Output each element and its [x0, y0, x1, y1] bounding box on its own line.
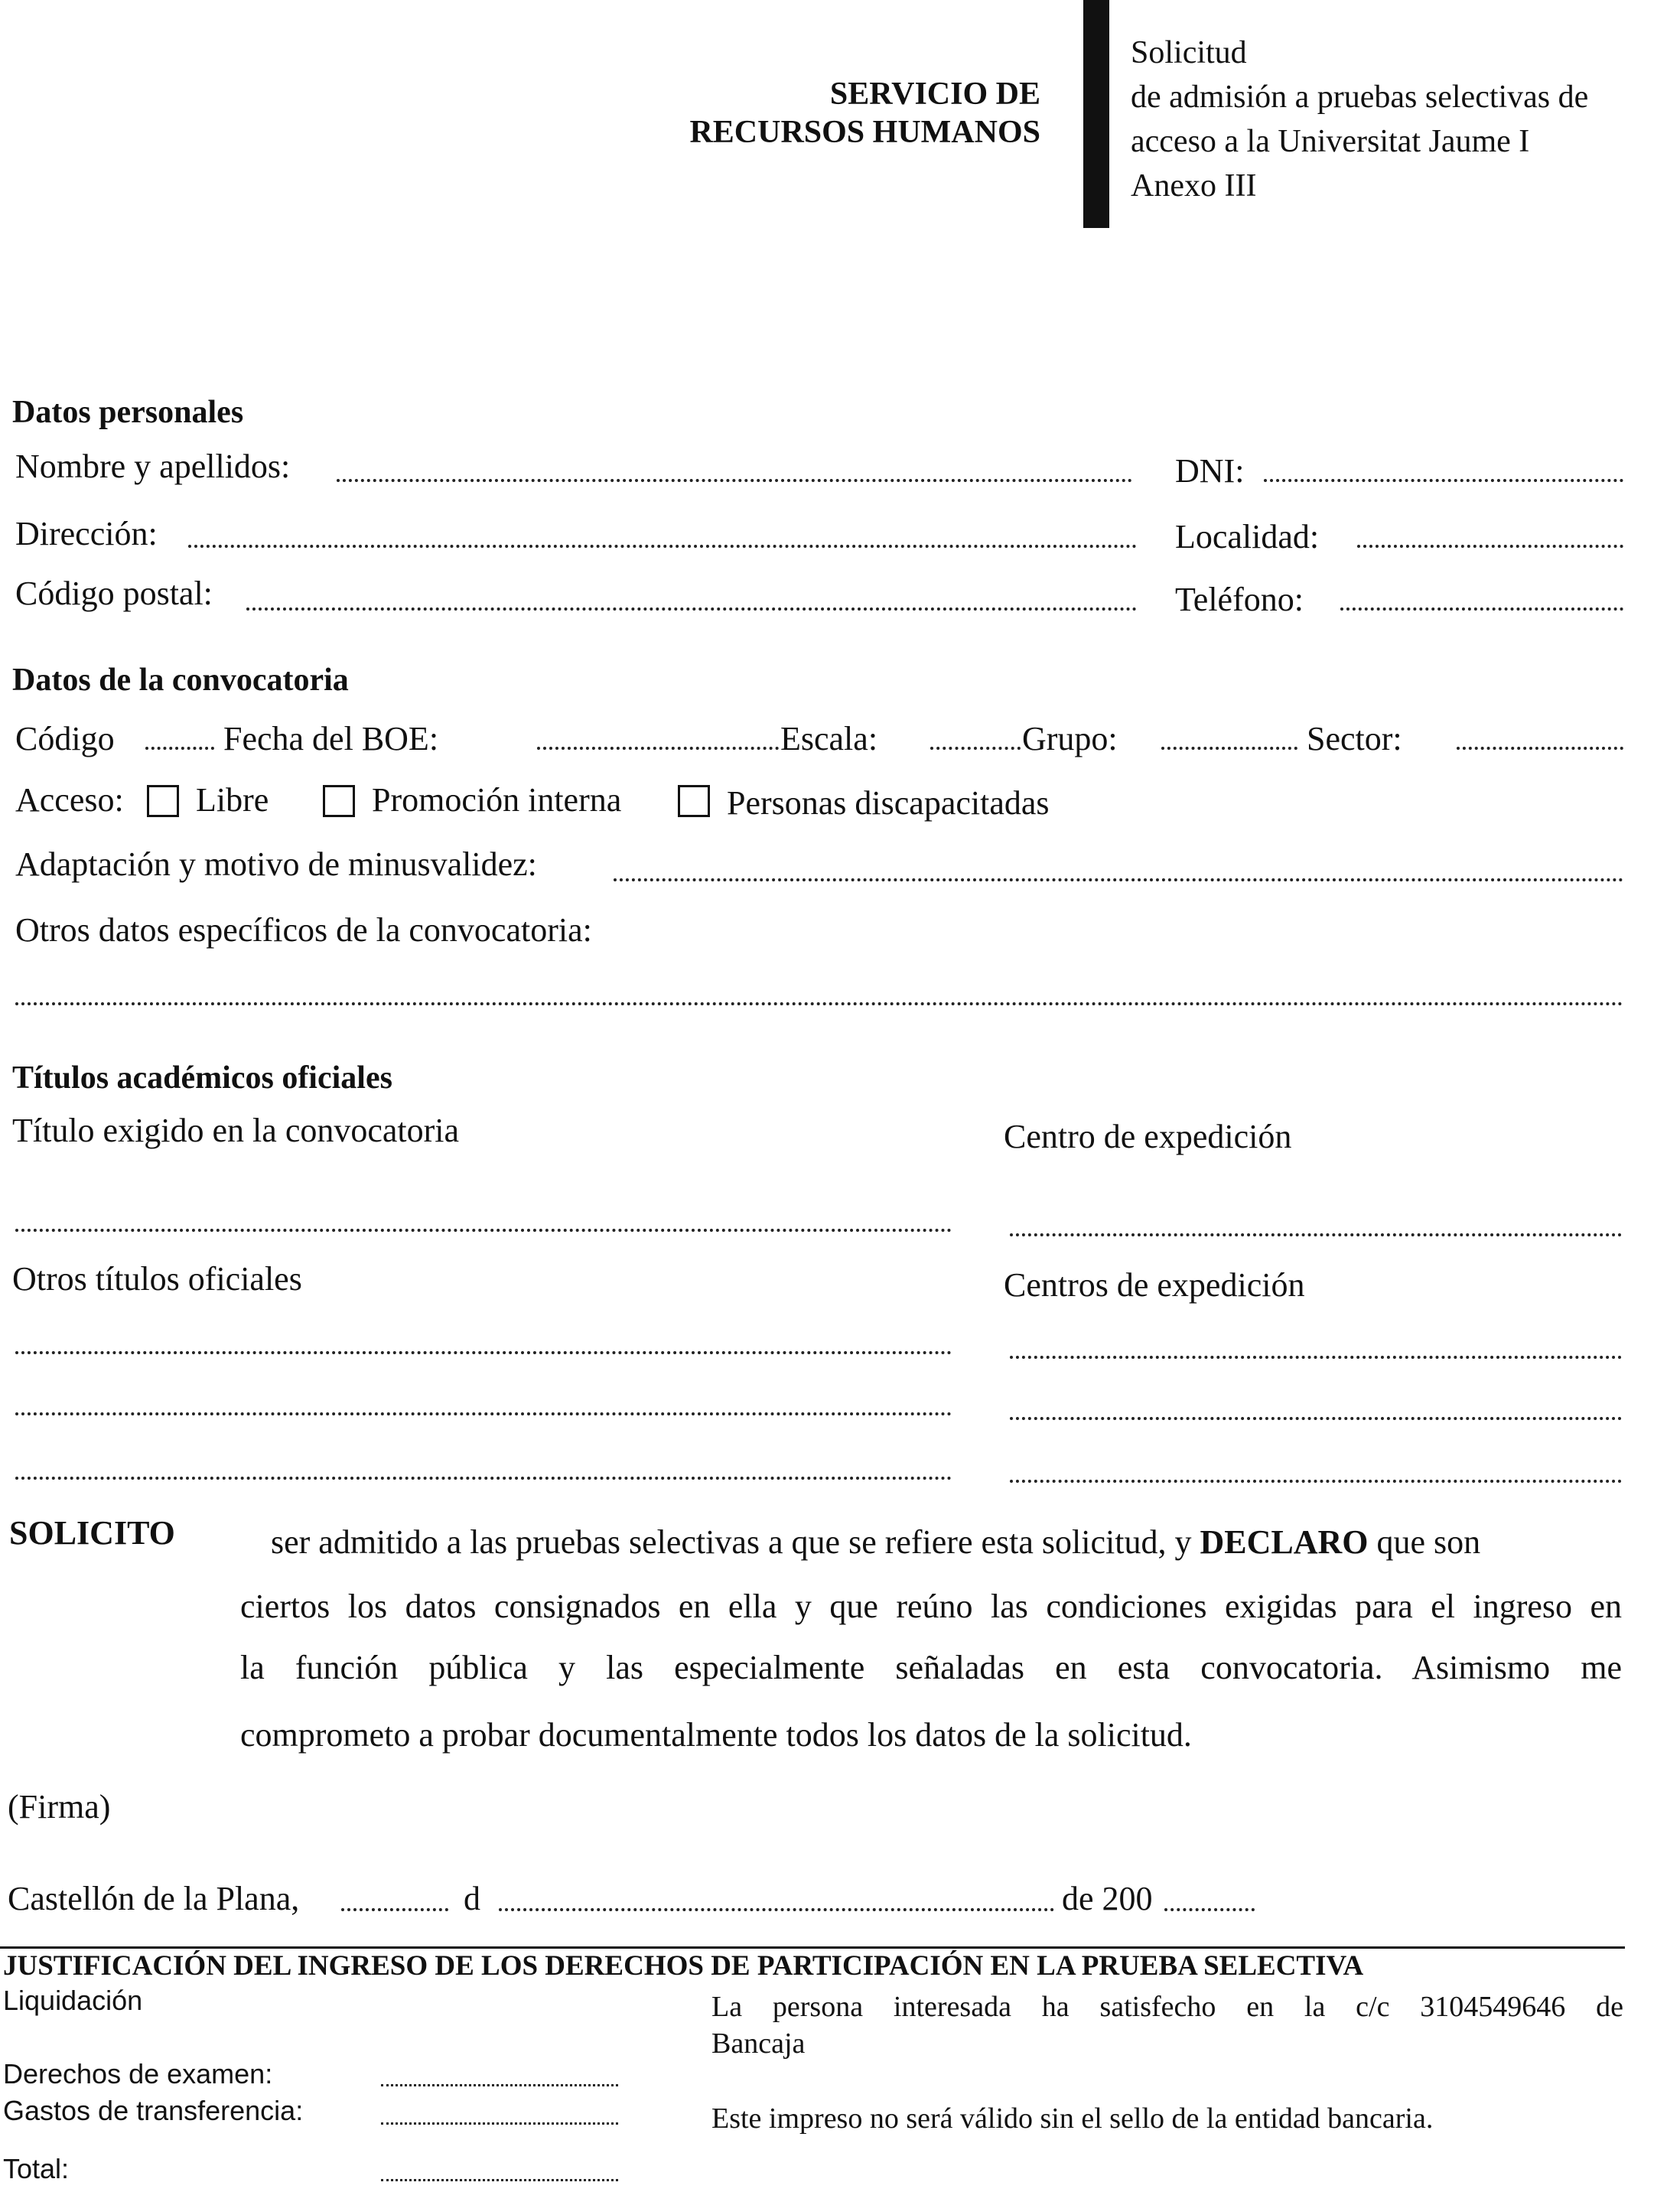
centro-expedicion-label: Centro de expedición: [1004, 1118, 1292, 1155]
declaration-line-4: comprometo a probar documentalmente todos los datos de la solicitud.: [240, 1716, 1192, 1754]
declaration-line-1a: ser admitido a las pruebas selectivas a que se refiere esta solicitud, y: [271, 1523, 1192, 1561]
convocatoria-heading: Datos de la convocatoria: [12, 663, 349, 698]
day-field[interactable]: [341, 1908, 448, 1911]
centros-expedicion-label: Centros de expedición: [1004, 1266, 1305, 1304]
liquidacion-label: Liquidación: [3, 1985, 143, 2016]
grupo-field[interactable]: [1161, 747, 1297, 750]
header-divider-bar: [1083, 0, 1109, 228]
name-label: Nombre y apellidos:: [15, 448, 291, 485]
otros-titulos-label: Otros títulos oficiales: [12, 1260, 302, 1298]
department-line-1: SERVICIO DE: [829, 77, 1040, 112]
phone-field[interactable]: [1340, 607, 1623, 611]
centros-expedicion-field-1[interactable]: [1010, 1356, 1622, 1359]
form-title-line-1: Solicitud: [1131, 35, 1247, 70]
derechos-label: Derechos de examen:: [3, 2058, 273, 2089]
justificacion-heading: JUSTIFICACIÓN DEL INGRESO DE LOS DERECHOS DE PARTICIPACIÓN EN LA PRUEBA SELECTIVA: [3, 1950, 1364, 1982]
sector-label: Sector:: [1307, 720, 1402, 757]
address-label: Dirección:: [15, 515, 158, 552]
declaration-line-1b: que son: [1376, 1523, 1481, 1561]
total-label: Total:: [3, 2153, 70, 2184]
form-title-line-4: Anexo III: [1131, 168, 1257, 204]
adaptacion-label: Adaptación y motivo de minusvalidez:: [15, 845, 537, 883]
titulo-exigido-field[interactable]: [15, 1229, 952, 1232]
adaptacion-field[interactable]: [614, 878, 1623, 881]
firma-label: (Firma): [8, 1788, 111, 1826]
solicito-label: SOLICITO: [9, 1514, 175, 1552]
declaro-label: DECLARO: [1200, 1523, 1369, 1561]
otros-datos-field[interactable]: [15, 1002, 1623, 1005]
libre-checkbox[interactable]: [147, 785, 179, 817]
name-field[interactable]: [337, 479, 1132, 482]
titulos-heading: Títulos académicos oficiales: [12, 1060, 392, 1096]
otros-titulos-field-1[interactable]: [15, 1351, 952, 1354]
dni-label: DNI:: [1175, 452, 1245, 490]
d-label: d: [464, 1880, 480, 1917]
grupo-label: Grupo:: [1022, 720, 1118, 757]
department-line-2: RECURSOS HUMANOS: [689, 115, 1040, 150]
derechos-field[interactable]: [381, 2084, 618, 2086]
boe-field[interactable]: [537, 747, 779, 750]
declaration-line-3: la función pública y las especialmente señaladas en esta convocatoria. Asimismo me: [240, 1649, 1622, 1686]
boe-label: Fecha del BOE:: [223, 720, 439, 757]
department-name: [673, 75, 1040, 151]
gastos-label: Gastos de transferencia:: [3, 2095, 304, 2126]
gastos-field[interactable]: [381, 2122, 618, 2125]
acceso-label: Acceso:: [15, 781, 124, 819]
form-title-line-3: acceso a la Universitat Jaume I: [1131, 124, 1530, 159]
city-field[interactable]: [1357, 545, 1623, 548]
sello-note: Este impreso no será válido sin el sello de la entidad bancaria.: [711, 2102, 1434, 2135]
otros-titulos-field-3[interactable]: [15, 1477, 952, 1480]
promocion-interna-checkbox[interactable]: [323, 785, 355, 817]
form-title-line-2: de admisión a pruebas selectivas de: [1131, 80, 1589, 115]
place-label: Castellón de la Plana,: [8, 1880, 300, 1917]
centro-expedicion-field[interactable]: [1010, 1233, 1622, 1236]
codigo-field[interactable]: [145, 747, 214, 750]
codigo-label: Código: [15, 720, 115, 757]
otros-titulos-field-2[interactable]: [15, 1412, 952, 1415]
postal-label: Código postal:: [15, 575, 213, 612]
form-title: [1131, 31, 1588, 208]
phone-label: Teléfono:: [1175, 581, 1304, 618]
bank-line-1: La persona interesada ha satisfecho en la c/c 3104549646 de: [711, 1991, 1623, 2023]
city-label: Localidad:: [1175, 518, 1320, 555]
total-field[interactable]: [381, 2179, 618, 2181]
month-field[interactable]: [499, 1908, 1054, 1911]
bank-line-2: Bancaja: [711, 2028, 806, 2060]
centros-expedicion-field-2[interactable]: [1010, 1417, 1622, 1420]
year-label: de 200: [1062, 1880, 1153, 1917]
personal-heading: Datos personales: [12, 395, 244, 430]
otros-datos-label: Otros datos específicos de la convocatoria:: [15, 911, 592, 949]
titulo-exigido-label: Título exigido en la convocatoria: [12, 1112, 460, 1149]
declaration-line-2: ciertos los datos consignados en ella y que reúno las condiciones exigidas para el ingreso en: [240, 1588, 1622, 1625]
discapacitadas-checkbox[interactable]: [678, 785, 710, 817]
discapacitadas-option-label: Personas discapacitadas: [727, 784, 1050, 822]
year-field[interactable]: [1164, 1908, 1255, 1911]
dni-field[interactable]: [1264, 479, 1623, 482]
justificacion-divider: [0, 1946, 1625, 1949]
centros-expedicion-field-3[interactable]: [1010, 1480, 1622, 1483]
promocion-interna-option-label: Promoción interna: [372, 781, 622, 819]
address-field[interactable]: [188, 545, 1137, 548]
postal-field[interactable]: [246, 607, 1137, 611]
libre-option-label: Libre: [196, 781, 269, 819]
sector-field[interactable]: [1457, 747, 1623, 750]
escala-label: Escala:: [780, 720, 878, 757]
declaration-line-1: [271, 1523, 1480, 1562]
escala-field[interactable]: [930, 747, 1021, 750]
